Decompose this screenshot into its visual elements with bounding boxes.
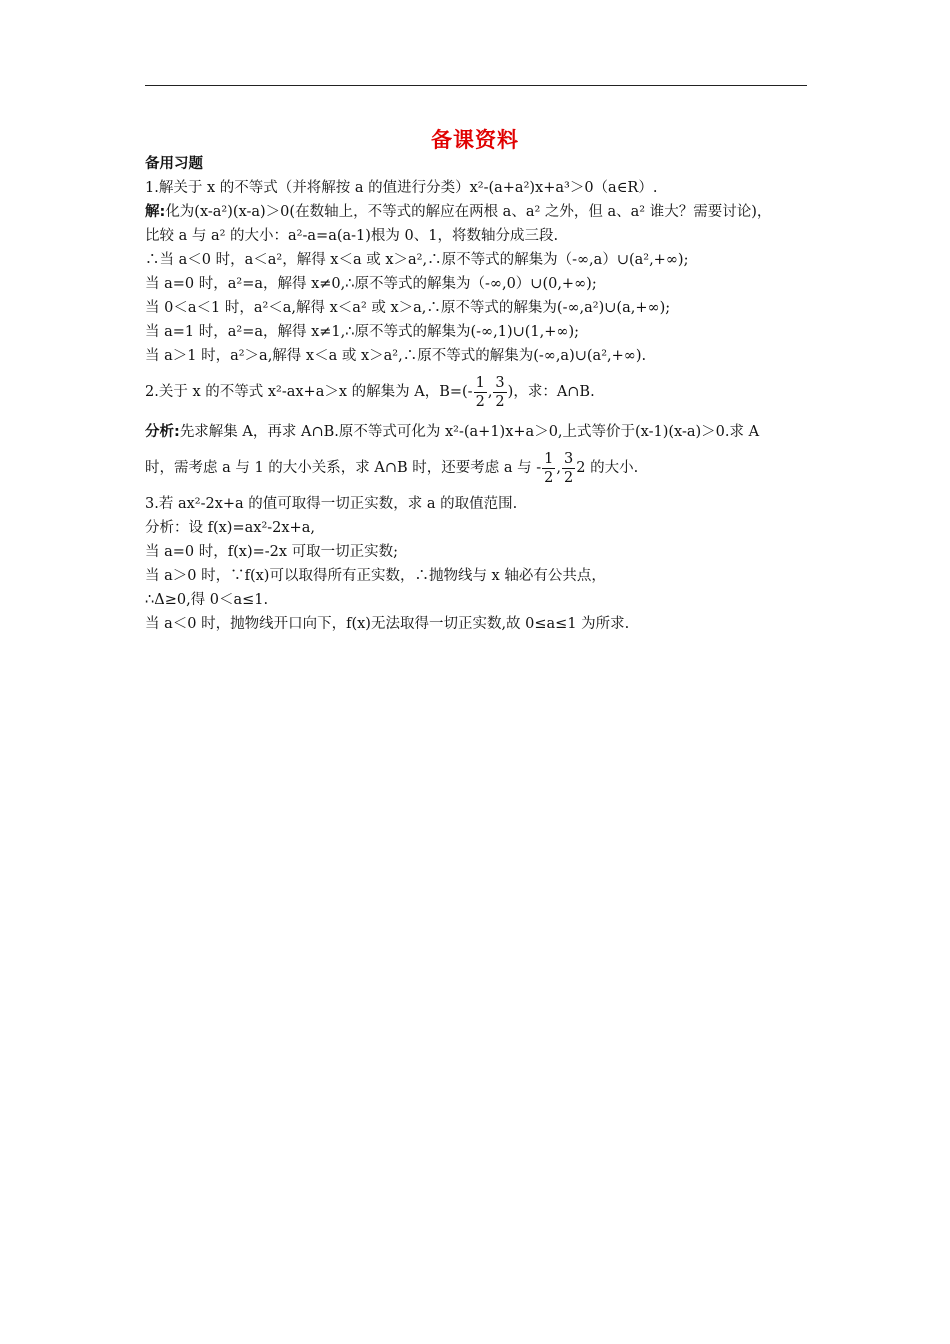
fraction-one-half (542, 450, 555, 487)
problem-1-case-1: ∴当 a＜0 时，a＜a²，解得 x＜a 或 x＞a²,∴原不等式的解集为（-∞,a）∪(a²,+∞); (145, 252, 689, 268)
fraction-denominator: 2 (475, 393, 485, 410)
page-title: 备课资料 (431, 128, 519, 152)
problem-1-case-3: 当 0＜a＜1 时，a²＜a,解得 x＜a² 或 x＞a,∴原不等式的解集为(-∞,a²)∪(a,+∞); (145, 300, 671, 316)
fraction-numerator: 1 (544, 450, 554, 467)
problem-2-text-a: 2.关于 x 的不等式 x²-ax+a＞x 的解集为 A，B=(- (145, 384, 473, 400)
section-heading: 备用习题 (145, 156, 203, 172)
problem-1-case-4: 当 a=1 时，a²=a，解得 x≠1,∴原不等式的解集为(-∞,1)∪(1,+∞); (145, 324, 580, 340)
problem-2-text-b: )，求：A∩B. (507, 384, 595, 400)
solution-text: 化为(x-a²)(x-a)＞0(在数轴上，不等式的解应在两根 a、a² 之外，但 a、a² 谁大？需要讨论)， (165, 204, 772, 220)
problem-3-analysis: 分析：设 f(x)=ax²-2x+a, (145, 520, 315, 536)
analysis-text-a: 时，需考虑 a 与 1 的大小关系，求 A∩B 时，还要考虑 a 与 - (145, 460, 542, 476)
fraction-three-halves (562, 450, 575, 487)
fraction-denominator: 2 (544, 469, 554, 486)
problem-1-case-2: 当 a=0 时，a²=a，解得 x≠0,∴原不等式的解集为（-∞,0）∪(0,+∞); (145, 276, 597, 292)
header-rule (145, 85, 807, 86)
problem-1-solution (145, 200, 815, 224)
problem-3-case-2: 当 a＞0 时，∵f(x)可以取得所有正实数，∴抛物线与 x 轴必有公共点， (145, 568, 606, 584)
problem-1-solution-cont: 比较 a 与 a² 的大小：a²-a=a(a-1)根为 0、1，将数轴分成三段. (145, 228, 559, 244)
analysis-text: 先求解集 A，再求 A∩B.原不等式可化为 x²-(a+1)x+a＞0,上式等价于(x-1)(x-a)＞0.求 A (179, 424, 760, 440)
document-body (145, 152, 815, 636)
problem-2-comma: , (487, 384, 493, 400)
analysis-text-b: 2 的大小. (576, 460, 639, 476)
solution-label: 解: (145, 204, 166, 220)
fraction-numerator: 1 (475, 374, 485, 391)
problem-1-case-5: 当 a＞1 时，a²＞a,解得 x＜a 或 x＞a²,∴原不等式的解集为(-∞,a)∪(a²,+∞). (145, 348, 647, 364)
problem-3-case-1: 当 a=0 时，f(x)=-2x 可取一切正实数; (145, 544, 399, 560)
problem-3-case-3: ∴Δ≥0,得 0＜a≤1. (145, 592, 269, 608)
fraction-denominator: 2 (495, 393, 505, 410)
fraction-three-halves (493, 374, 506, 411)
fraction-denominator: 2 (564, 469, 574, 486)
fraction-one-half (474, 374, 487, 411)
analysis-label: 分析: (145, 424, 180, 440)
fraction-numerator: 3 (564, 450, 574, 467)
problem-1: 1.解关于 x 的不等式（并将解按 a 的值进行分类）x²-(a+a²)x+a³＞0（a∈R）. (145, 180, 658, 196)
analysis-comma: , (556, 460, 562, 476)
fraction-numerator: 3 (495, 374, 505, 391)
problem-3: 3.若 ax²-2x+a 的值可取得一切正实数，求 a 的取值范围. (145, 496, 518, 512)
problem-3-case-4: 当 a＜0 时，抛物线开口向下，f(x)无法取得一切正实数,故 0≤a≤1 为所求. (145, 616, 630, 632)
problem-2-analysis-cont (145, 444, 815, 492)
problem-2 (145, 368, 815, 416)
problem-2-analysis (145, 420, 815, 444)
